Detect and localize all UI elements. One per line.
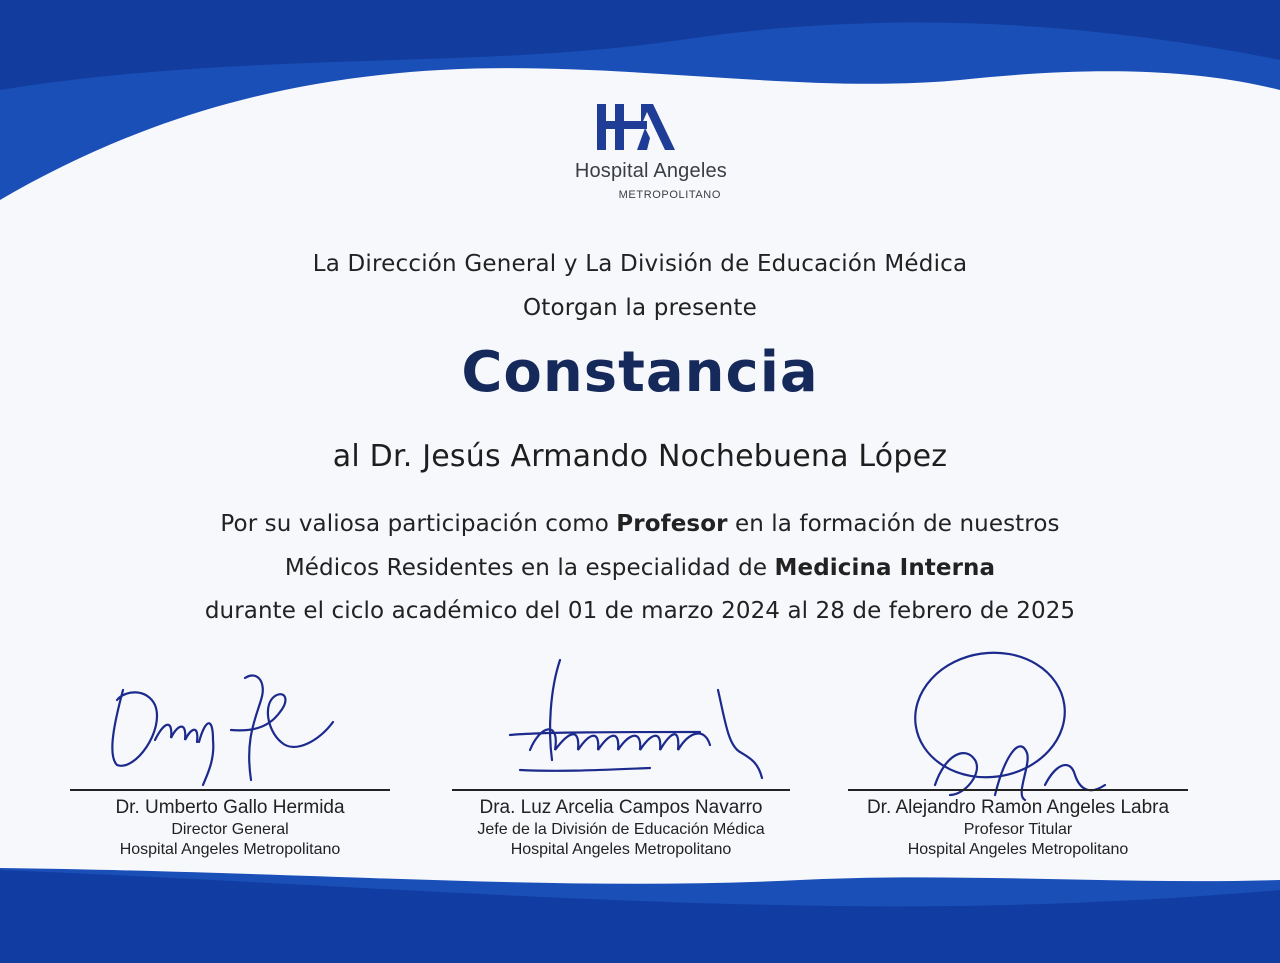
specialty-highlight: Medicina Interna: [774, 555, 996, 581]
intro-line-1: La Dirección General y La División de Educación Médica: [312, 251, 968, 277]
role-highlight: Profesor: [616, 511, 728, 537]
signature-1: [95, 660, 345, 800]
signatory-role: Jefe de la División de Educación Médica: [477, 821, 765, 838]
signatory-role: Director General: [171, 821, 289, 838]
intro-line-2: Otorgan la presente: [522, 295, 757, 321]
signature-line-2: [452, 789, 790, 791]
signatory-block-3: [838, 797, 1198, 859]
body-line-3: durante el ciclo académico del 01 de marzo 2024 al 28 de febrero de 2025: [204, 598, 1076, 624]
signature-2: [500, 650, 780, 790]
signatory-org: Hospital Angeles Metropolitano: [510, 841, 732, 858]
signatory-block-1: [50, 797, 410, 859]
signatory-org: Hospital Angeles Metropolitano: [907, 841, 1129, 858]
body-line-2: Médicos Residentes en la especialidad de Medicina Interna: [284, 555, 996, 581]
body-line-1: Por su valiosa participación como Profesor en la formación de nuestros: [220, 511, 1060, 537]
signature-line-3: [848, 789, 1188, 791]
logo-subtitle: METROPOLITANO: [618, 189, 721, 201]
recipient-name: al Dr. Jesús Armando Nochebuena López: [332, 439, 948, 474]
ha-monogram-icon: [597, 104, 677, 150]
signatory-name: Dr. Umberto Gallo Hermida: [115, 797, 345, 818]
signatory-role: Profesor Titular: [963, 821, 1073, 838]
signatory-org: Hospital Angeles Metropolitano: [119, 841, 341, 858]
signatory-name: Dra. Luz Arcelia Campos Navarro: [479, 797, 763, 818]
signatory-block-2: [441, 797, 801, 859]
signature-line-1: [70, 789, 390, 791]
logo-name: Hospital Angeles: [574, 160, 727, 182]
signatory-name: Dr. Alejandro Ramon Angeles Labra: [866, 797, 1170, 818]
certificate-title: Constancia: [461, 340, 819, 405]
hospital-logo: [545, 100, 735, 210]
